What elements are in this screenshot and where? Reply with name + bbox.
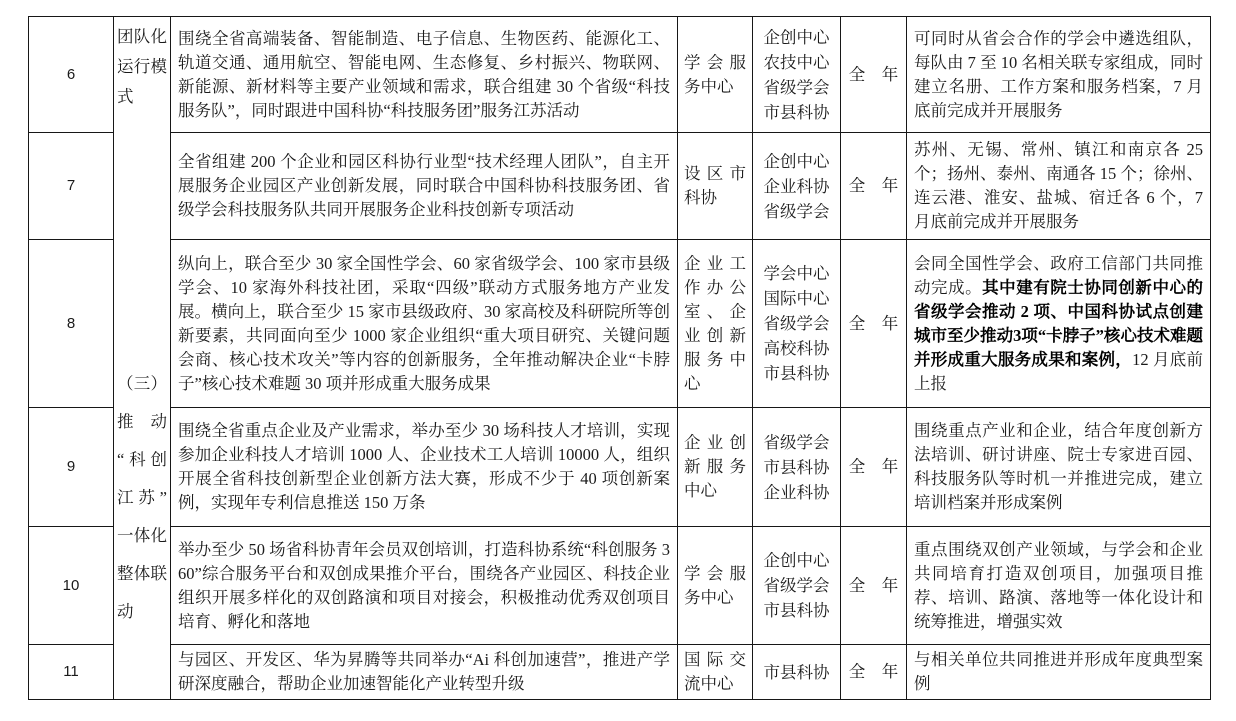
coop-unit: 企业科协 (763, 176, 830, 196)
outcome-cell: 苏州、无锡、常州、镇江和南京各 25 个；扬州、泰州、南通各 15 个；徐州、连云港、淮安、盐城、宿迁各 6 个，7 月底前完成并开展服务 (907, 133, 1211, 240)
lead-dept-cell: 企业工作办公室、企业创新服务中心 (678, 240, 753, 408)
lead-dept-cell: 学会服务中心 (678, 17, 753, 133)
table-row (29, 240, 1211, 408)
outcome-cell: 可同时从省会合作的学会中遴选组队，每队由 7 至 10 名相关联专家组成，同时建立名册、工作方案和服务档案，7 月底前完成并开展服务 (907, 17, 1211, 133)
serial-cell: 10 (29, 527, 114, 645)
coop-unit: 企业科协 (763, 482, 830, 502)
schedule-cell: 全 年 (841, 17, 907, 133)
coop-unit: 高校科协 (763, 339, 830, 358)
coop-unit: 企创中心 (763, 151, 830, 171)
coop-unit: 市县科协 (763, 102, 830, 122)
outcome-text: 会同全国性学会、政府工信部门共同推动完成。 (914, 253, 1203, 297)
lead-dept-cell: 企业创新服务中心 (678, 408, 753, 527)
lead-dept-cell: 学会服务中心 (678, 527, 753, 645)
coop-unit: 省级学会 (763, 201, 830, 221)
category-label-section-three: （三）推动“科创江苏”一体化整体联动 (117, 374, 167, 621)
serial-cell: 9 (29, 408, 114, 527)
task-cell: 围绕全省重点企业及产业需求，举办至少 30 场科技人才培训，实现参加企业科技人才培训 1000 人、企业技术工人培训 10000 人，组织开展全省科技创新型企业创新方法大赛，形成不少于 40 项创新案例，实现年专利信息推送 150 万条 (171, 408, 678, 527)
task-cell: 举办至少 50 场省科协青年会员双创培训，打造科协系统“科创服务 360”综合服务平台和双创成果推介平台，围绕各产业园区、科技企业组织开展多样化的双创路演和项目对接会，积极推动优秀双创项目培育、孵化和落地 (171, 527, 678, 645)
coop-unit: 企创中心 (763, 551, 830, 570)
table-row (29, 645, 1211, 700)
coop-unit: 学会中心 (763, 264, 830, 283)
coop-unit: 国际中心 (763, 289, 830, 308)
outcome-cell: 重点围绕双创产业领域，与学会和企业共同培育打造双创项目，加强项目推荐、培训、路演、落地等一体化设计和统筹推进，增强实效 (907, 527, 1211, 645)
outcome-text-bold: 其中建有院士协同创新中心的省级学会推动 2 项、中国科协试点创建城市至少推动3项“卡脖子”核心技术难题并形成重大服务成果和案例， (914, 277, 1203, 369)
outcome-cell: 与相关单位共同推进并形成年度典型案例 (907, 645, 1211, 700)
coop-unit: 市县科协 (763, 457, 830, 477)
table-row (29, 527, 1211, 645)
coop-units-cell (753, 240, 841, 408)
coop-units-cell (753, 17, 841, 133)
schedule-cell: 全 年 (841, 240, 907, 408)
category-cell (114, 17, 171, 700)
coop-unit: 市县科协 (763, 662, 830, 682)
lead-dept-cell: 国际交流中心 (678, 645, 753, 700)
table-row (29, 17, 1211, 133)
table-row (29, 408, 1211, 527)
schedule-cell: 全 年 (841, 408, 907, 527)
task-cell: 纵向上，联合至少 30 家全国性学会、60 家省级学会、100 家市县级学会、10 家海外科技社团，采取“四级”联动方式服务地方产业发展。横向上，联合至少 15 家市县级政府、30 家高校及科研院所等创新要素，共同面向至少 1000 家企业组织“重大项目研究、关键问题会商、核心技术攻关”等内容的创新服务，全年推动解决企业“卡脖子”核心技术难题 30 项并形成重大服务成果 (171, 240, 678, 408)
task-cell: 围绕全省高端装备、智能制造、电子信息、生物医药、能源化工、轨道交通、通用航空、智能电网、生态修复、乡村振兴、物联网、新能源、新材料等主要产业领域和需求，联合组建 30 个省级“科技服务队”，同时跟进中国科协“科技服务团”服务江苏活动 (171, 17, 678, 133)
work-plan-table (28, 16, 1211, 700)
outcome-text: 12 月底前上报 (914, 349, 1204, 393)
coop-unit: 省级学会 (763, 314, 830, 333)
coop-units-cell (753, 408, 841, 527)
schedule-cell: 全 年 (841, 527, 907, 645)
coop-unit: 省级学会 (763, 432, 830, 452)
task-cell: 与园区、开发区、华为昇腾等共同举办“Ai 科创加速营”，推进产学研深度融合，帮助企业加速智能化产业转型升级 (171, 645, 678, 700)
serial-cell: 6 (29, 17, 114, 133)
task-cell: 全省组建 200 个企业和园区科协行业型“技术经理人团队”，自主开展服务企业园区产业创新发展，同时联合中国科协科技服务团、省级学会科技服务队共同开展服务企业科技创新专项活动 (171, 133, 678, 240)
schedule-cell: 全 年 (841, 645, 907, 700)
outcome-cell (907, 240, 1211, 408)
serial-cell: 7 (29, 133, 114, 240)
coop-unit: 市县科协 (763, 601, 830, 620)
schedule-cell: 全 年 (841, 133, 907, 240)
coop-units-cell (753, 645, 841, 700)
serial-cell: 11 (29, 645, 114, 700)
coop-unit: 省级学会 (763, 77, 830, 97)
lead-dept-cell: 设区市科协 (678, 133, 753, 240)
coop-unit: 省级学会 (763, 576, 830, 595)
coop-unit: 市县科协 (763, 364, 830, 383)
coop-units-cell (753, 133, 841, 240)
coop-unit: 农技中心 (763, 52, 830, 72)
table-row (29, 133, 1211, 240)
serial-cell: 8 (29, 240, 114, 408)
coop-units-cell (753, 527, 841, 645)
coop-unit: 企创中心 (763, 27, 830, 47)
outcome-cell: 围绕重点产业和企业，结合年度创新方法培训、研讨讲座、院士专家进百园、科技服务队等时机一并推进完成，建立培训档案并形成案例 (907, 408, 1211, 527)
category-label-team-mode: 团队化运行模式 (117, 27, 167, 106)
